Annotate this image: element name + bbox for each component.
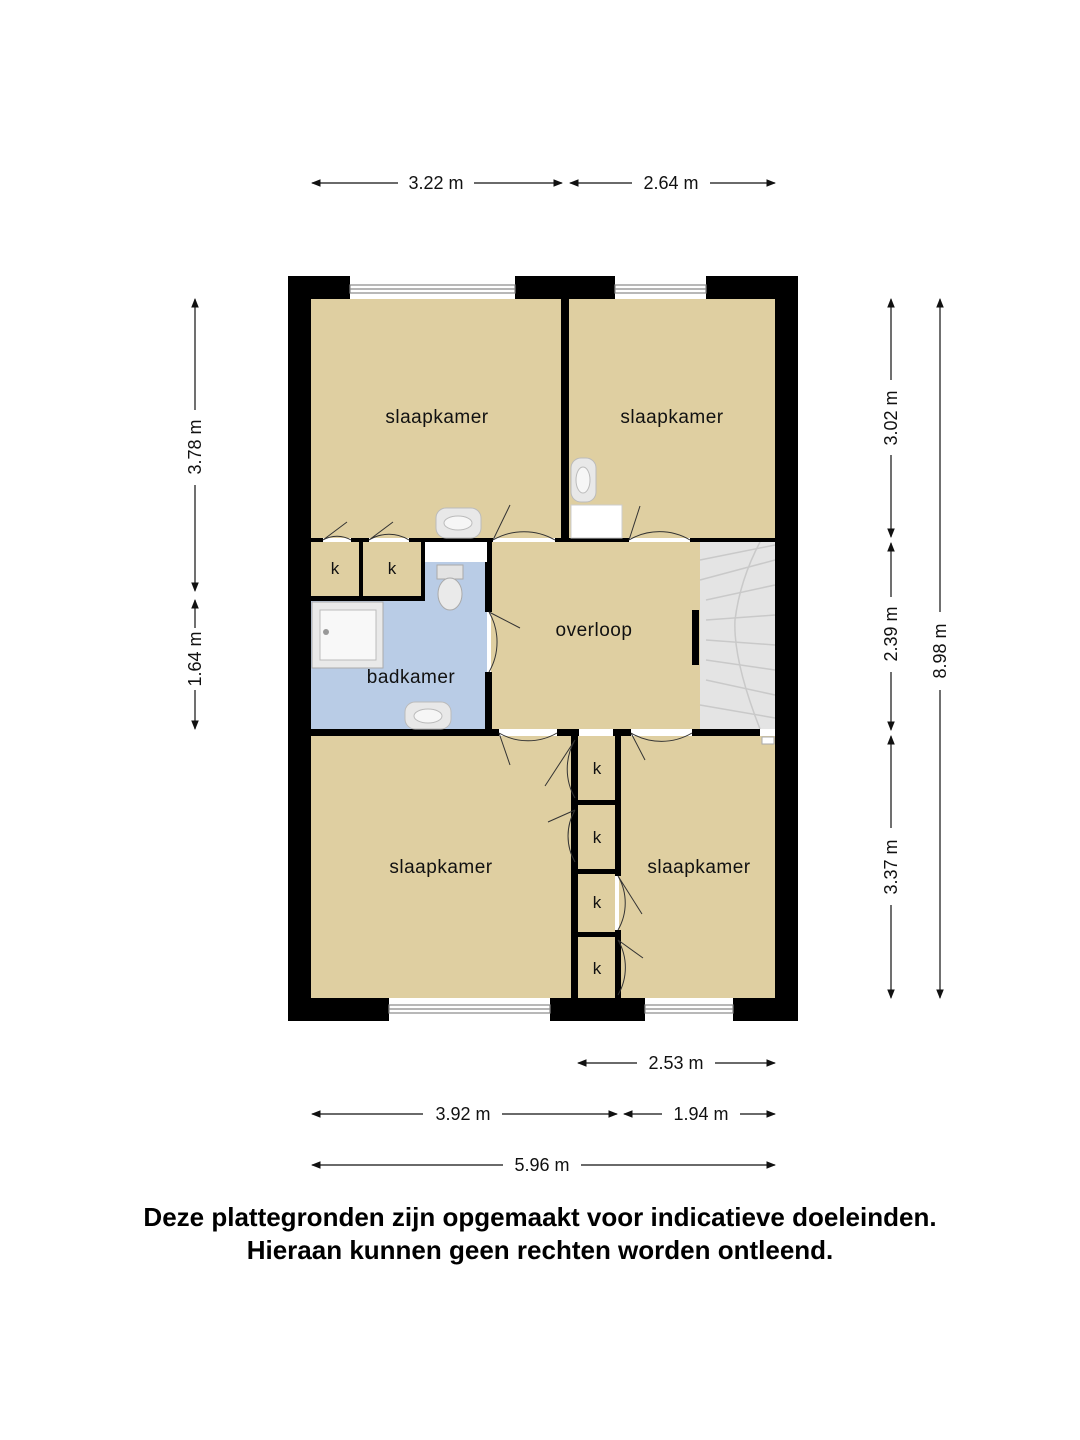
dim-right-lower: 3.37 m (881, 839, 901, 895)
staircase (692, 542, 775, 729)
dim-bottom-right-small: 1.94 m (673, 1104, 729, 1124)
disclaimer-line-1: Deze plattegronden zijn opgemaakt voor indicatieve doeleinden. (143, 1202, 937, 1232)
dim-right-middle: 2.39 m (881, 606, 901, 662)
closet-label: k (592, 893, 602, 912)
sink-icon (405, 702, 451, 729)
room-label-bedroom-bottom-left: slaapkamer (389, 857, 493, 878)
disclaimer-line-2: Hieraan kunnen geen rechten worden ontleend. (246, 1235, 834, 1265)
dim-top-left: 3.22 m (408, 173, 464, 193)
dim-bottom-right: 2.53 m (648, 1053, 704, 1073)
dim-bottom-left: 3.92 m (435, 1104, 491, 1124)
closet-label: k (387, 559, 397, 578)
dim-right-total: 8.98 m (930, 623, 950, 679)
radiator-icon (762, 737, 774, 744)
dim-left-lower: 1.64 m (185, 631, 205, 687)
dim-right-upper: 3.02 m (881, 390, 901, 446)
dim-bottom-total: 5.96 m (514, 1155, 570, 1175)
closet-label: k (330, 559, 340, 578)
closet-label: k (592, 828, 602, 847)
room-label-bedroom-top-left: slaapkamer (385, 407, 489, 428)
room-label-bedroom-bottom-right: slaapkamer (647, 857, 751, 878)
closet-label: k (592, 959, 602, 978)
dim-left-upper: 3.78 m (185, 419, 205, 475)
sink-icon (436, 508, 481, 538)
shower-icon (312, 602, 383, 668)
dim-top-right: 2.64 m (643, 173, 699, 193)
closet-label: k (592, 759, 602, 778)
room-label-bedroom-top-right: slaapkamer (620, 407, 724, 428)
room-label-landing: overloop (555, 620, 633, 641)
room-label-bathroom: badkamer (366, 667, 456, 688)
